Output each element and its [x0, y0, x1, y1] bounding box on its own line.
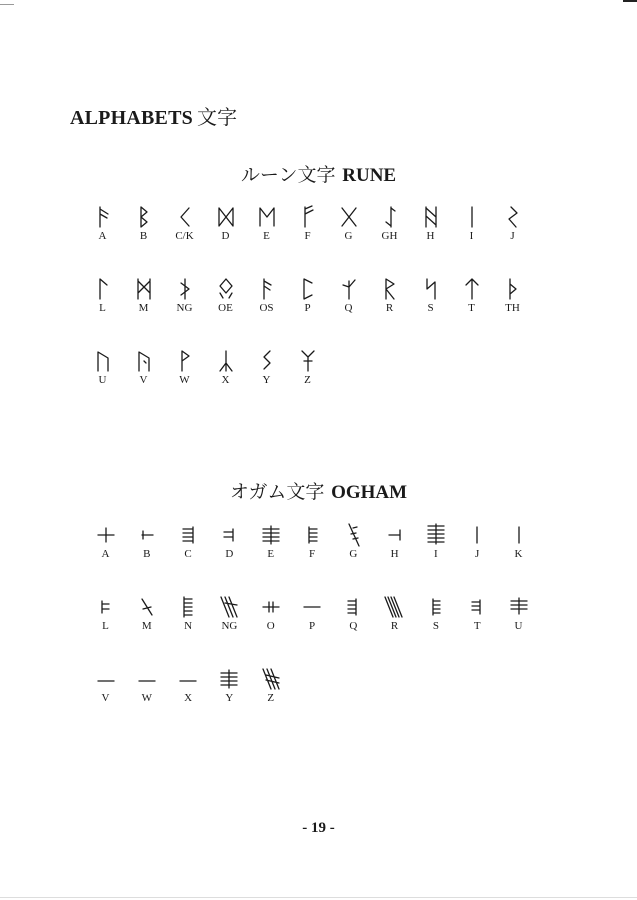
letter-label: P	[304, 302, 311, 314]
ogham-letter-p	[292, 595, 333, 639]
rune-letter-t	[451, 277, 492, 321]
rune-ng-icon	[164, 277, 205, 301]
ogham-letter-h	[374, 523, 415, 567]
ogham-letter-i	[415, 523, 456, 567]
letter-label: S	[427, 302, 434, 314]
rune-letter-oe	[205, 277, 246, 321]
ogham-u-icon	[498, 595, 539, 619]
ogham-letter-j	[457, 523, 498, 567]
rune-z-icon	[287, 349, 328, 373]
rune-letter-w	[164, 349, 205, 393]
ogham-letter-k	[498, 523, 539, 567]
letter-label: V	[101, 692, 110, 704]
letter-label: Z	[304, 374, 311, 386]
rune-title-en: RUNE	[342, 165, 397, 186]
rune-x-icon	[205, 349, 246, 373]
letter-label: L	[99, 302, 106, 314]
letter-label: I	[434, 548, 438, 560]
rune-letter-e	[246, 205, 287, 249]
letter-label: R	[390, 620, 399, 632]
rune-letter-z	[287, 349, 328, 393]
letter-label: X	[184, 692, 193, 704]
rune-q-icon	[328, 277, 369, 301]
ogham-letter-x	[168, 667, 209, 711]
ogham-d-icon	[209, 523, 250, 547]
ogham-letter-q	[333, 595, 374, 639]
ogham-letter-ng	[209, 595, 250, 639]
ogham-title-en: OGHAM	[331, 482, 408, 503]
letter-label: H	[426, 230, 435, 242]
rune-letter-p	[287, 277, 328, 321]
letter-label: C/K	[175, 230, 194, 242]
rune-p-icon	[287, 277, 328, 301]
ogham-q-icon	[333, 595, 374, 619]
letter-label: M	[138, 302, 149, 314]
ogham-letter-w	[126, 667, 167, 711]
ogham-g-icon	[333, 523, 374, 547]
rune-y-icon	[246, 349, 287, 373]
rune-letter-y	[246, 349, 287, 393]
ogham-ng-icon	[209, 595, 250, 619]
rune-u-icon	[82, 349, 123, 373]
ogham-v-icon	[85, 667, 126, 691]
page-heading-text: ALPHABETS	[70, 107, 193, 129]
rune-letter-j	[492, 205, 533, 249]
letter-label: Q	[344, 302, 353, 314]
rune-j-icon	[492, 205, 533, 229]
letter-label: J	[475, 548, 480, 560]
rune-th-icon	[492, 277, 533, 301]
rune-letter-ng	[164, 277, 205, 321]
rune-i-icon	[451, 205, 492, 229]
rune-l-icon	[82, 277, 123, 301]
letter-label: D	[225, 548, 234, 560]
ogham-l-icon	[85, 595, 126, 619]
rune-letter-m	[123, 277, 164, 321]
letter-label: L	[102, 620, 109, 632]
letter-label: B	[143, 548, 151, 560]
rune-f-icon	[287, 205, 328, 229]
rune-b-icon	[123, 205, 164, 229]
ogham-t-icon	[457, 595, 498, 619]
letter-label: B	[139, 230, 148, 242]
rune-t-icon	[451, 277, 492, 301]
ogham-n-icon	[168, 595, 209, 619]
rune-m-icon	[123, 277, 164, 301]
ogham-e-icon	[250, 523, 291, 547]
rune-letter-a	[82, 205, 123, 249]
ogham-letter-s	[415, 595, 456, 639]
letter-label: E	[263, 230, 270, 242]
ogham-y-icon	[209, 667, 250, 691]
scan-edge-mark-left	[0, 0, 14, 5]
rune-letter-g	[328, 205, 369, 249]
rune-ck-icon	[164, 205, 205, 229]
letter-label: S	[432, 620, 439, 632]
ogham-j-icon	[457, 523, 498, 547]
letter-label: Q	[349, 620, 358, 632]
letter-label: O	[266, 620, 275, 632]
rune-letter-th	[492, 277, 533, 321]
ogham-z-icon	[250, 667, 291, 691]
letter-label: TH	[505, 302, 520, 314]
ogham-letter-z	[250, 667, 291, 711]
letter-label: OS	[259, 302, 274, 314]
ogham-letter-d	[209, 523, 250, 567]
rune-letter-u	[82, 349, 123, 393]
ogham-i-icon	[415, 523, 456, 547]
letter-label: W	[141, 692, 152, 704]
letter-label: R	[385, 302, 394, 314]
page-number: - 19 -	[302, 820, 335, 836]
letter-label: M	[141, 620, 152, 632]
rune-letter-gh	[369, 205, 410, 249]
letter-label: N	[184, 620, 193, 632]
rune-section-title	[0, 160, 637, 187]
rune-gh-icon	[369, 205, 410, 229]
letter-label: Y	[225, 692, 234, 704]
ogham-letter-y	[209, 667, 250, 711]
ogham-letter-l	[85, 595, 126, 639]
letter-label: OE	[218, 302, 233, 314]
letter-label: T	[468, 302, 475, 314]
letter-label: A	[101, 548, 110, 560]
ogham-c-icon	[168, 523, 209, 547]
ogham-letter-f	[292, 523, 333, 567]
ogham-b-icon	[126, 523, 167, 547]
ogham-section-title	[0, 477, 637, 504]
rune-r-icon	[369, 277, 410, 301]
ogham-h-icon	[374, 523, 415, 547]
rune-letter-l	[82, 277, 123, 321]
rune-e-icon	[246, 205, 287, 229]
rune-letter-f	[287, 205, 328, 249]
rune-g-icon	[328, 205, 369, 229]
letter-label: C	[184, 548, 192, 560]
ogham-a-icon	[85, 523, 126, 547]
letter-label: I	[469, 230, 474, 242]
rune-w-icon	[164, 349, 205, 373]
letter-label: F	[304, 230, 311, 242]
rune-letter-h	[410, 205, 451, 249]
letter-label: NG	[221, 620, 238, 632]
ogham-letter-v	[85, 667, 126, 711]
ogham-letter-m	[126, 595, 167, 639]
ogham-title-jp: オガム文字	[229, 482, 325, 503]
ogham-letter-o	[250, 595, 291, 639]
letter-label: V	[139, 374, 148, 386]
rune-letter-r	[369, 277, 410, 321]
ogham-r-icon	[374, 595, 415, 619]
rune-os-icon	[246, 277, 287, 301]
rune-h-icon	[410, 205, 451, 229]
page-heading-jp: 文字	[196, 107, 238, 129]
rune-letter-q	[328, 277, 369, 321]
ogham-s-icon	[415, 595, 456, 619]
ogham-letter-c	[168, 523, 209, 567]
rune-letter-s	[410, 277, 451, 321]
ogham-letter-a	[85, 523, 126, 567]
ogham-f-icon	[292, 523, 333, 547]
letter-label: J	[510, 230, 515, 242]
letter-label: D	[221, 230, 230, 242]
rune-oe-icon	[205, 277, 246, 301]
rune-a-icon	[82, 205, 123, 229]
ogham-letter-g	[333, 523, 374, 567]
rune-d-icon	[205, 205, 246, 229]
letter-label: Z	[267, 692, 275, 704]
ogham-letter-r	[374, 595, 415, 639]
ogham-k-icon	[498, 523, 539, 547]
rune-v-icon	[123, 349, 164, 373]
letter-label: X	[221, 374, 230, 386]
letter-label: G	[349, 548, 358, 560]
letter-label: U	[98, 374, 107, 386]
ogham-m-icon	[126, 595, 167, 619]
letter-label: F	[308, 548, 316, 560]
bottom-edge-line	[0, 897, 637, 898]
rune-title-jp: ルーン文字	[240, 165, 336, 186]
rune-letter-i	[451, 205, 492, 249]
letter-label: Y	[262, 374, 271, 386]
rune-s-icon	[410, 277, 451, 301]
ogham-letter-n	[168, 595, 209, 639]
ogham-p-icon	[292, 595, 333, 619]
ogham-o-icon	[250, 595, 291, 619]
rune-letter-c-k	[164, 205, 205, 249]
letter-label: G	[344, 230, 353, 242]
letter-label: E	[267, 548, 275, 560]
ogham-letter-u	[498, 595, 539, 639]
letter-label: K	[514, 548, 523, 560]
scan-edge-mark-right	[623, 0, 637, 2]
rune-letter-b	[123, 205, 164, 249]
rune-letter-v	[123, 349, 164, 393]
rune-letter-x	[205, 349, 246, 393]
ogham-w-icon	[126, 667, 167, 691]
letter-label: W	[179, 374, 190, 386]
letter-label: A	[98, 230, 107, 242]
ogham-letter-b	[126, 523, 167, 567]
ogham-letter-e	[250, 523, 291, 567]
rune-letter-os	[246, 277, 287, 321]
letter-label: NG	[176, 302, 193, 314]
letter-label: P	[308, 620, 316, 632]
ogham-x-icon	[168, 667, 209, 691]
rune-letter-d	[205, 205, 246, 249]
letter-label: H	[390, 548, 399, 560]
ogham-letter-t	[457, 595, 498, 639]
letter-label: GH	[381, 230, 398, 242]
letter-label: U	[514, 620, 523, 632]
page-heading	[70, 101, 237, 130]
letter-label: T	[473, 620, 481, 632]
